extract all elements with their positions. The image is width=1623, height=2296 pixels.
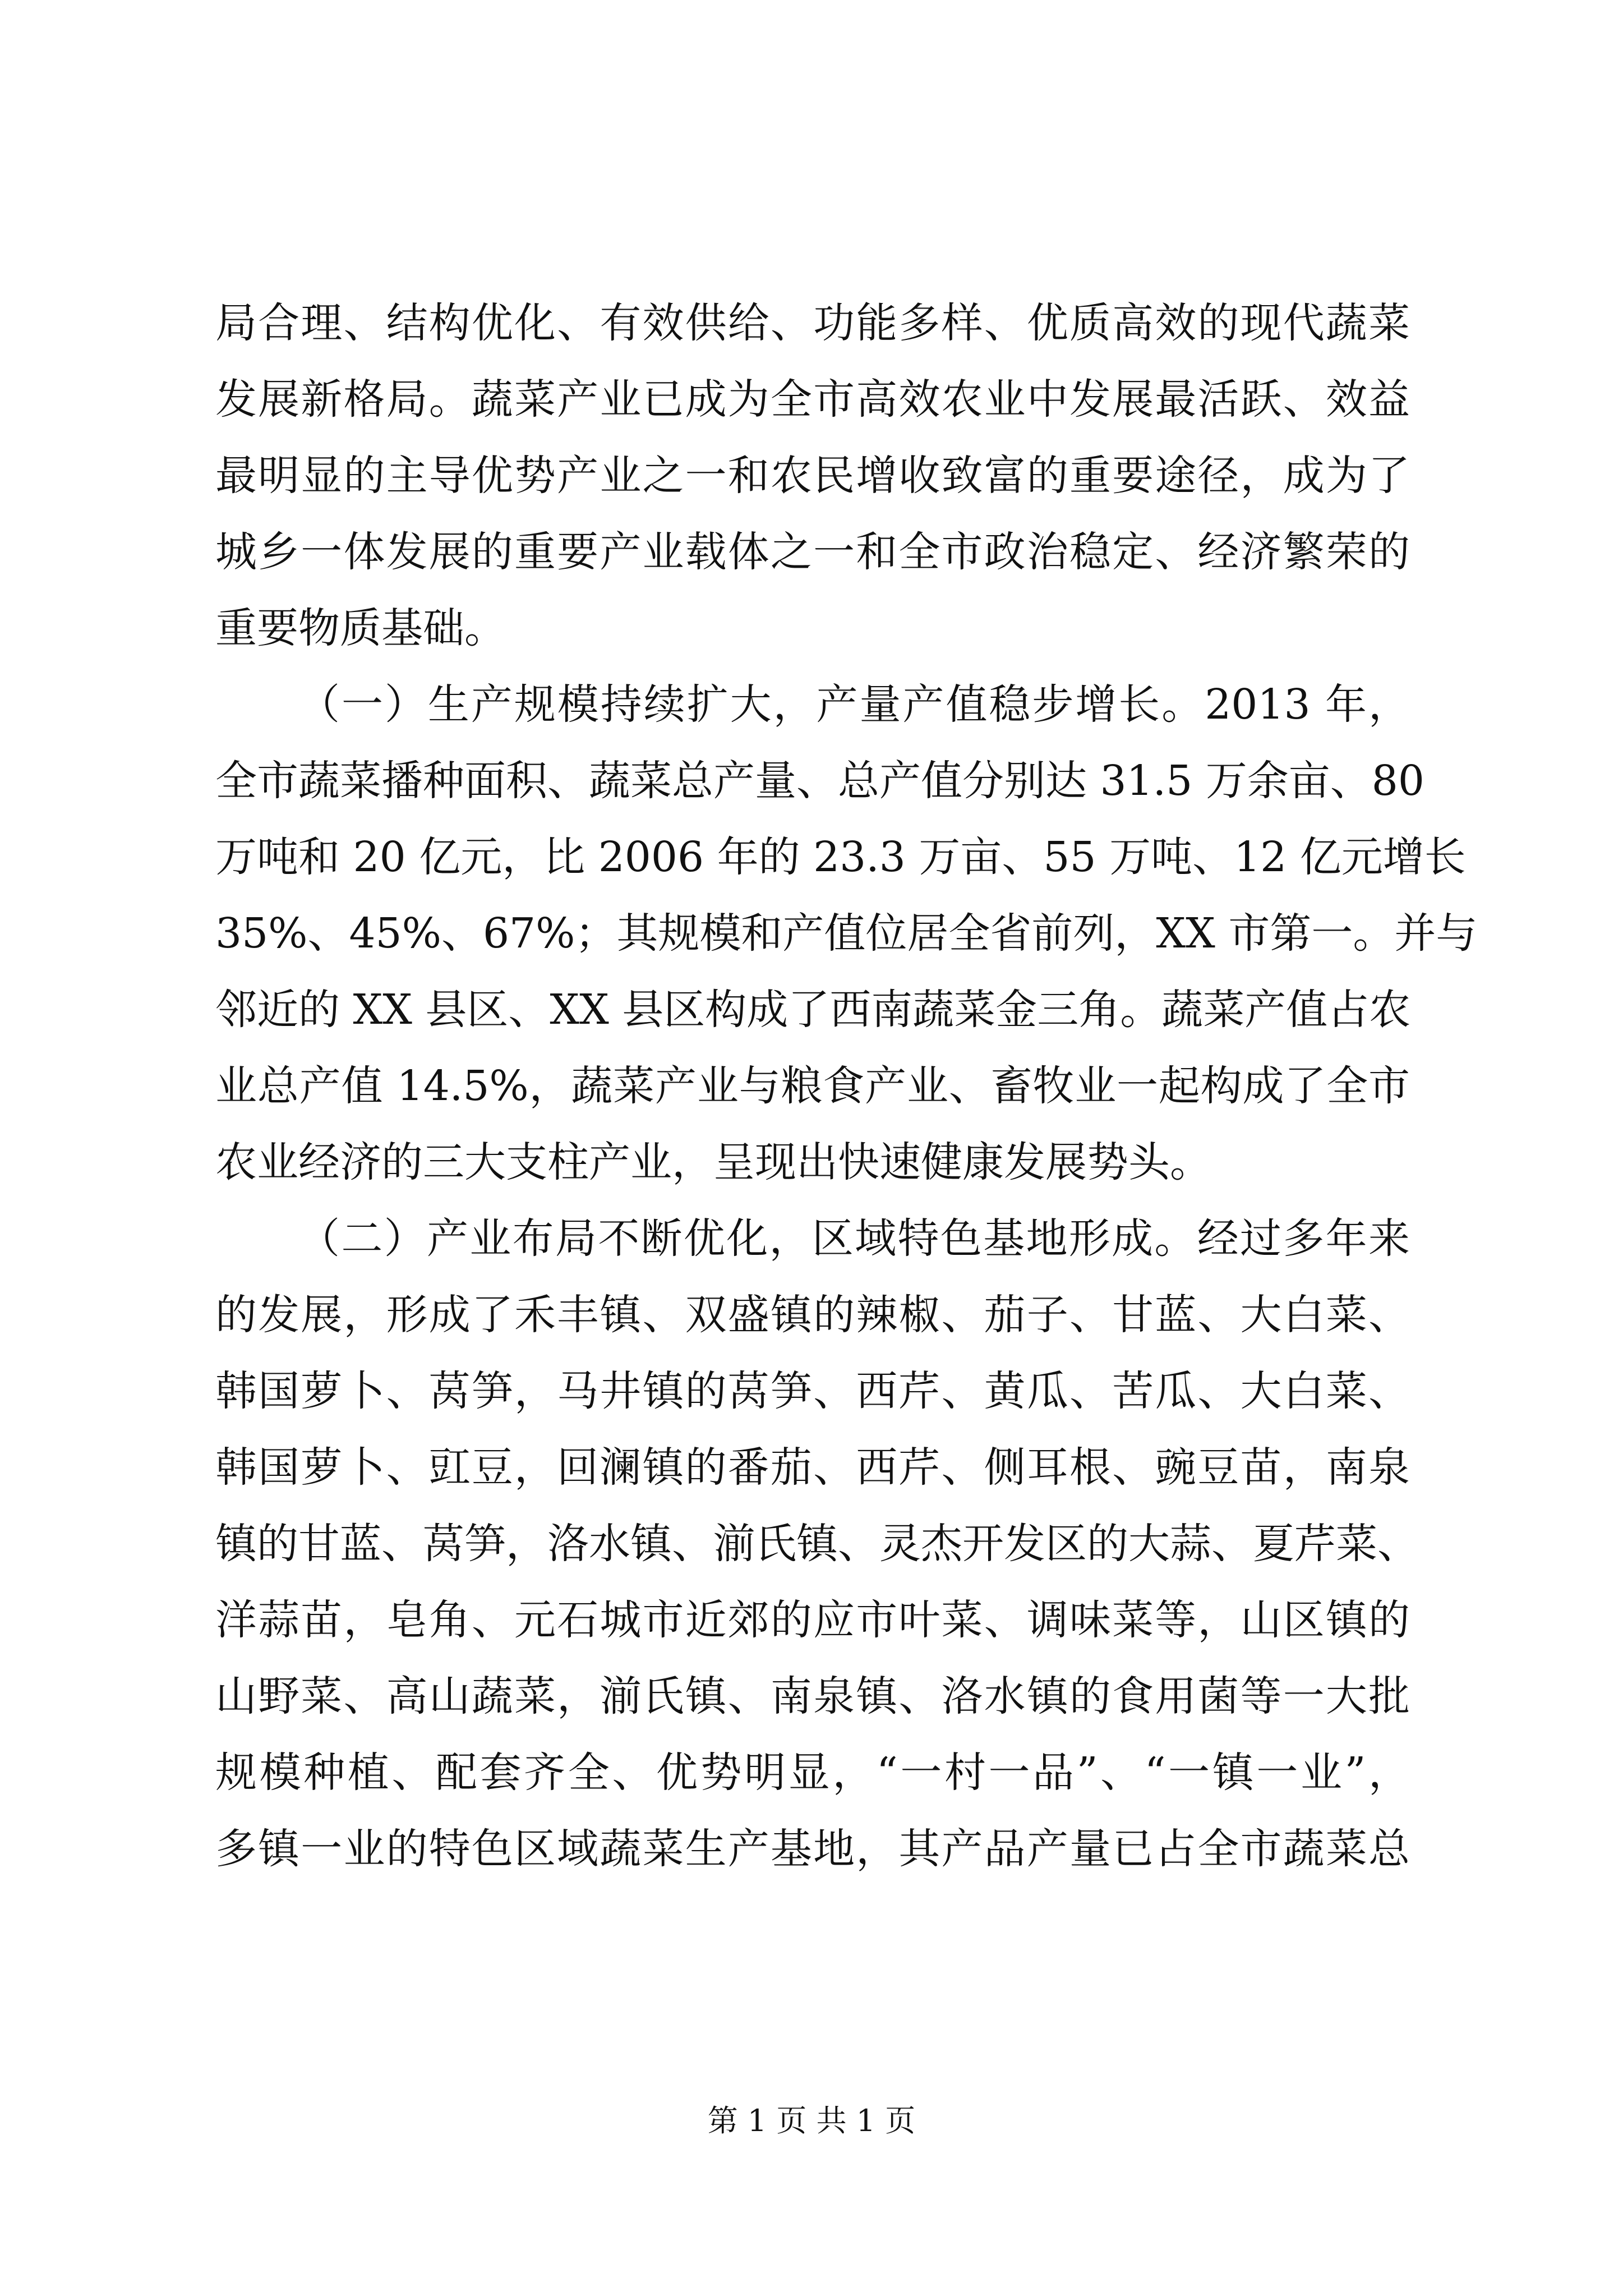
text-line: 城乡一体发展的重要产业载体之一和全市政治稳定、经济繁荣的 <box>215 528 1410 576</box>
text-line: 农业经济的三大支柱产业，呈现出快速健康发展势头。 <box>215 1138 1211 1186</box>
text-line: 山野菜、高山蔬菜，湔氏镇、南泉镇、洛水镇的食用菌等一大批 <box>215 1672 1410 1720</box>
text-line: 重要物质基础。 <box>215 604 506 652</box>
text-line: 最明显的主导优势产业之一和农民增收致富的重要途径，成为了 <box>215 452 1410 500</box>
text-line: 镇的甘蓝、莴笋，洛水镇、湔氏镇、灵杰开发区的大蒜、夏芹菜、 <box>215 1520 1419 1568</box>
body-text <box>215 285 1478 1887</box>
text-line: 全市蔬菜播种面积、蔬菜总产量、总产值分别达 31.5 万余亩、80 <box>215 757 1424 805</box>
text-line: 邻近的 XX 县区、XX 县区构成了西南蔬菜金三角。蔬菜产值占农 <box>215 986 1411 1034</box>
section-heading-line: （二）产业布局不断优化，区域特色基地形成。经过多年来 <box>298 1214 1410 1263</box>
text-line: 韩国萝卜、莴笋，马井镇的莴笋、西芹、黄瓜、苦瓜、大白菜、 <box>215 1367 1410 1415</box>
text-line: 洋蒜苗，皂角、元石城市近郊的应市叶菜、调味菜等，山区镇的 <box>215 1596 1410 1644</box>
text-line: 韩国萝卜、豇豆，回澜镇的番茄、西芹、侧耳根、豌豆苗，南泉 <box>215 1443 1410 1492</box>
text-line: 35%、45%、67%；其规模和产值位居全省前列，XX 市第一。并与 <box>215 909 1478 958</box>
text-line: 万吨和 20 亿元，比 2006 年的 23.3 万亩、55 万吨、12 亿元增长 <box>215 833 1466 881</box>
text-line: 局合理、结构优化、有效供给、功能多样、优质高效的现代蔬菜 <box>215 299 1410 347</box>
text-line: 业总产值 14.5%，蔬菜产业与粮食产业、畜牧业一起构成了全市 <box>215 1062 1410 1110</box>
text-line: 发展新格局。蔬菜产业已成为全市高效农业中发展最活跃、效益 <box>215 375 1410 424</box>
text-line: 多镇一业的特色区域蔬菜生产基地，其产品产量已占全市蔬菜总 <box>215 1825 1410 1873</box>
section-heading-line: （一）生产规模持续扩大，产量产值稳步增长。2013 年， <box>298 680 1410 729</box>
page-number-footer: 第 1 页 共 1 页 <box>707 2103 916 2138</box>
text-line: 规模种植、配套齐全、优势明显，“一村一品”、“一镇一业”， <box>215 1749 1410 1797</box>
text-line: 的发展，形成了禾丰镇、双盛镇的辣椒、茄子、甘蓝、大白菜、 <box>215 1291 1410 1339</box>
